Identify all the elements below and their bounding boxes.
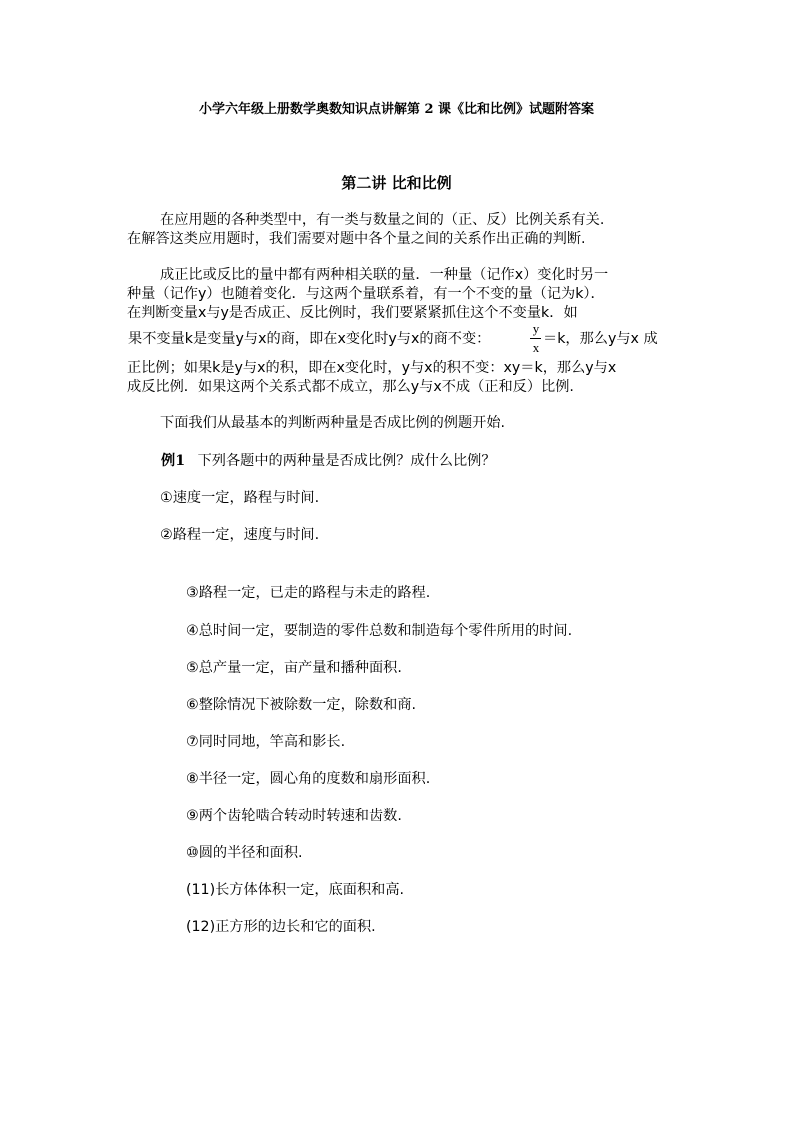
- lesson-title: 第二讲 比和比例: [341, 174, 452, 192]
- intro-line-2: 在解答这类应用题时，我们需要对题中各个量之间的关系作出正确的判断.: [127, 231, 586, 247]
- example-item: ⑥整除情况下被除数一定，除数和商.: [186, 697, 417, 713]
- example-item: ③路程一定，已走的路程与未走的路程.: [186, 585, 431, 601]
- example-item: ①速度一定，路程与时间.: [160, 490, 320, 506]
- concept-line-2: 种量（记作y）也随着变化．与这两个量联系着，有一个不变的量（记为k）．: [127, 286, 605, 302]
- example-item: (11)长方体体积一定，底面积和高.: [186, 882, 405, 898]
- example-item: ⑤总产量一定，亩产量和播种面积.: [186, 660, 402, 676]
- transition-text: 下面我们从最基本的判断两种量是否成比例的例题开始.: [160, 415, 506, 431]
- example-item: ⑩圆的半径和面积.: [186, 845, 303, 861]
- concept-line-5: 正比例；如果k是y与x的积，即在x变化时，y与x的积不变：xy＝k，那么y与x: [127, 360, 617, 376]
- example-item: ②路程一定，速度与时间.: [160, 527, 320, 543]
- concept-line-4b: ＝k，那么y与x 成: [543, 331, 658, 347]
- example-question: 下列各题中的两种量是否成比例？成什么比例？: [197, 453, 496, 469]
- concept-line-1: 成正比或反比的量中都有两种相关联的量．一种量（记作x）变化时另一: [160, 267, 609, 283]
- document-title: 小学六年级上册数学奥数知识点讲解第 2 课《比和比例》试题附答案: [198, 102, 595, 117]
- example-item: (12)正方形的边长和它的面积.: [186, 919, 376, 935]
- concept-line-6: 成反比例．如果这两个关系式都不成立，那么y与x不成（正和反）比例.: [127, 379, 574, 395]
- concept-line-4a: 果不变量k是变量y与x的商，即在x变化时y与x的商不变：: [128, 331, 491, 347]
- example-item: ⑧半径一定，圆心角的度数和扇形面积.: [186, 771, 431, 787]
- example-item: ④总时间一定，要制造的零件总数和制造每个零件所用的时间.: [186, 623, 573, 639]
- example-item: ⑨两个齿轮啮合转动时转速和齿数.: [186, 808, 402, 824]
- fraction-numerator: y: [532, 321, 540, 336]
- example-item: ⑦同时同地，竿高和影长.: [186, 734, 346, 750]
- example-label: 例1: [161, 453, 186, 469]
- intro-line-1: 在应用题的各种类型中，有一类与数量之间的（正、反）比例关系有关.: [160, 212, 605, 228]
- concept-line-3: 在判断变量x与y是否成正、反比例时，我们要紧紧抓住这个不变量k．如: [127, 305, 578, 321]
- fraction-denominator: x: [532, 340, 540, 355]
- fraction-bar: [530, 338, 541, 339]
